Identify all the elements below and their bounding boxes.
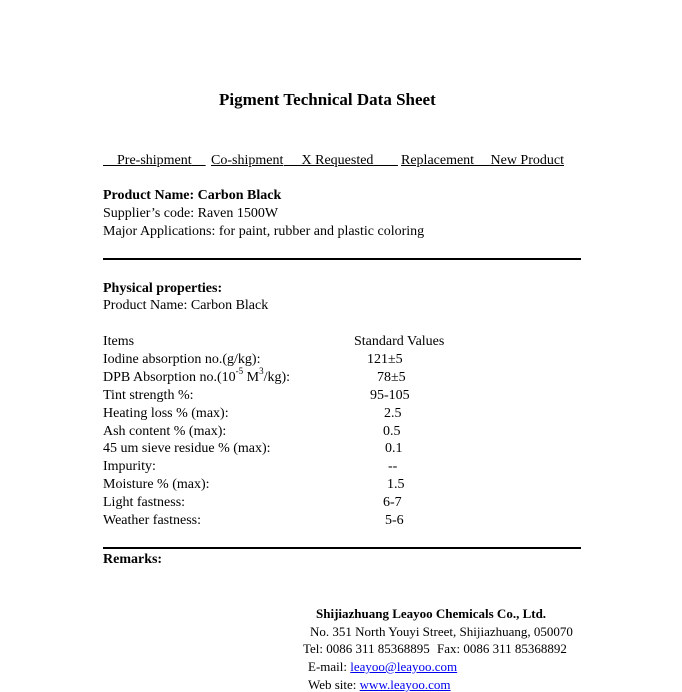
property-label: Weather fastness: — [103, 513, 201, 528]
physical-properties-heading: Physical properties: — [103, 281, 223, 296]
property-value: 0.1 — [385, 441, 403, 456]
property-value: 2.5 — [384, 406, 402, 421]
status-option-pre-shipment: Pre-shipment — [117, 153, 192, 168]
remarks-label: Remarks: — [103, 552, 163, 567]
section-divider-bottom — [103, 547, 581, 549]
property-value: 121±5 — [367, 352, 403, 367]
supplier-code: Supplier’s code: Raven 1500W — [103, 206, 279, 221]
company-website-line — [308, 678, 451, 691]
property-label: Iodine absorption no.(g/kg): — [103, 352, 261, 367]
company-fax: Fax: 0086 311 85368892 — [437, 641, 567, 656]
website-label: Web site: — [308, 677, 360, 692]
property-value: 6-7 — [383, 495, 402, 510]
property-label: Ash content % (max): — [103, 424, 227, 439]
physical-product-name: Product Name: Carbon Black — [103, 298, 269, 313]
property-label: Moisture % (max): — [103, 477, 210, 492]
company-tel: Tel: 0086 311 85368895 — [303, 641, 430, 656]
status-option-requested: X Requested — [301, 153, 374, 168]
property-label: Impurity: — [103, 459, 156, 474]
property-label: Tint strength %: — [103, 388, 194, 403]
company-email-line — [308, 660, 457, 673]
page-title: Pigment Technical Data Sheet — [219, 90, 436, 109]
website-link[interactable]: www.leayoo.com — [359, 677, 451, 692]
property-value: 0.5 — [383, 424, 401, 439]
property-label: 45 um sieve residue % (max): — [103, 441, 271, 456]
company-address: No. 351 North Youyi Street, Shijiazhuang, 050070 — [310, 624, 573, 639]
property-value: -- — [388, 459, 398, 474]
property-label: Light fastness: — [103, 495, 186, 510]
status-option-new-product: New Product — [490, 153, 564, 168]
property-value: 78±5 — [377, 370, 406, 385]
status-option-co-shipment: Co-shipment — [211, 153, 284, 168]
section-divider-top — [103, 258, 581, 260]
property-value: 5-6 — [385, 513, 404, 528]
property-value: 95-105 — [370, 388, 410, 403]
column-header-items: Items — [103, 334, 135, 349]
product-name-heading: Product Name: Carbon Black — [103, 188, 282, 203]
email-label: E-mail: — [308, 659, 351, 674]
property-label: Heating loss % (max): — [103, 406, 229, 421]
property-label: DPB Absorption $no.(10^{-5}$ $M^3/kg$): — [103, 366, 291, 385]
column-header-standard-values: Standard Values — [354, 334, 445, 349]
status-option-replacement: Replacement — [401, 153, 475, 168]
email-link[interactable]: leayoo@leayoo.com — [350, 659, 458, 674]
major-applications: Major Applications: for paint, rubber and plastic coloring — [103, 224, 425, 239]
company-name: Shijiazhuang Leayoo Chemicals Co., Ltd. — [316, 606, 547, 621]
property-value: 1.5 — [387, 477, 405, 492]
